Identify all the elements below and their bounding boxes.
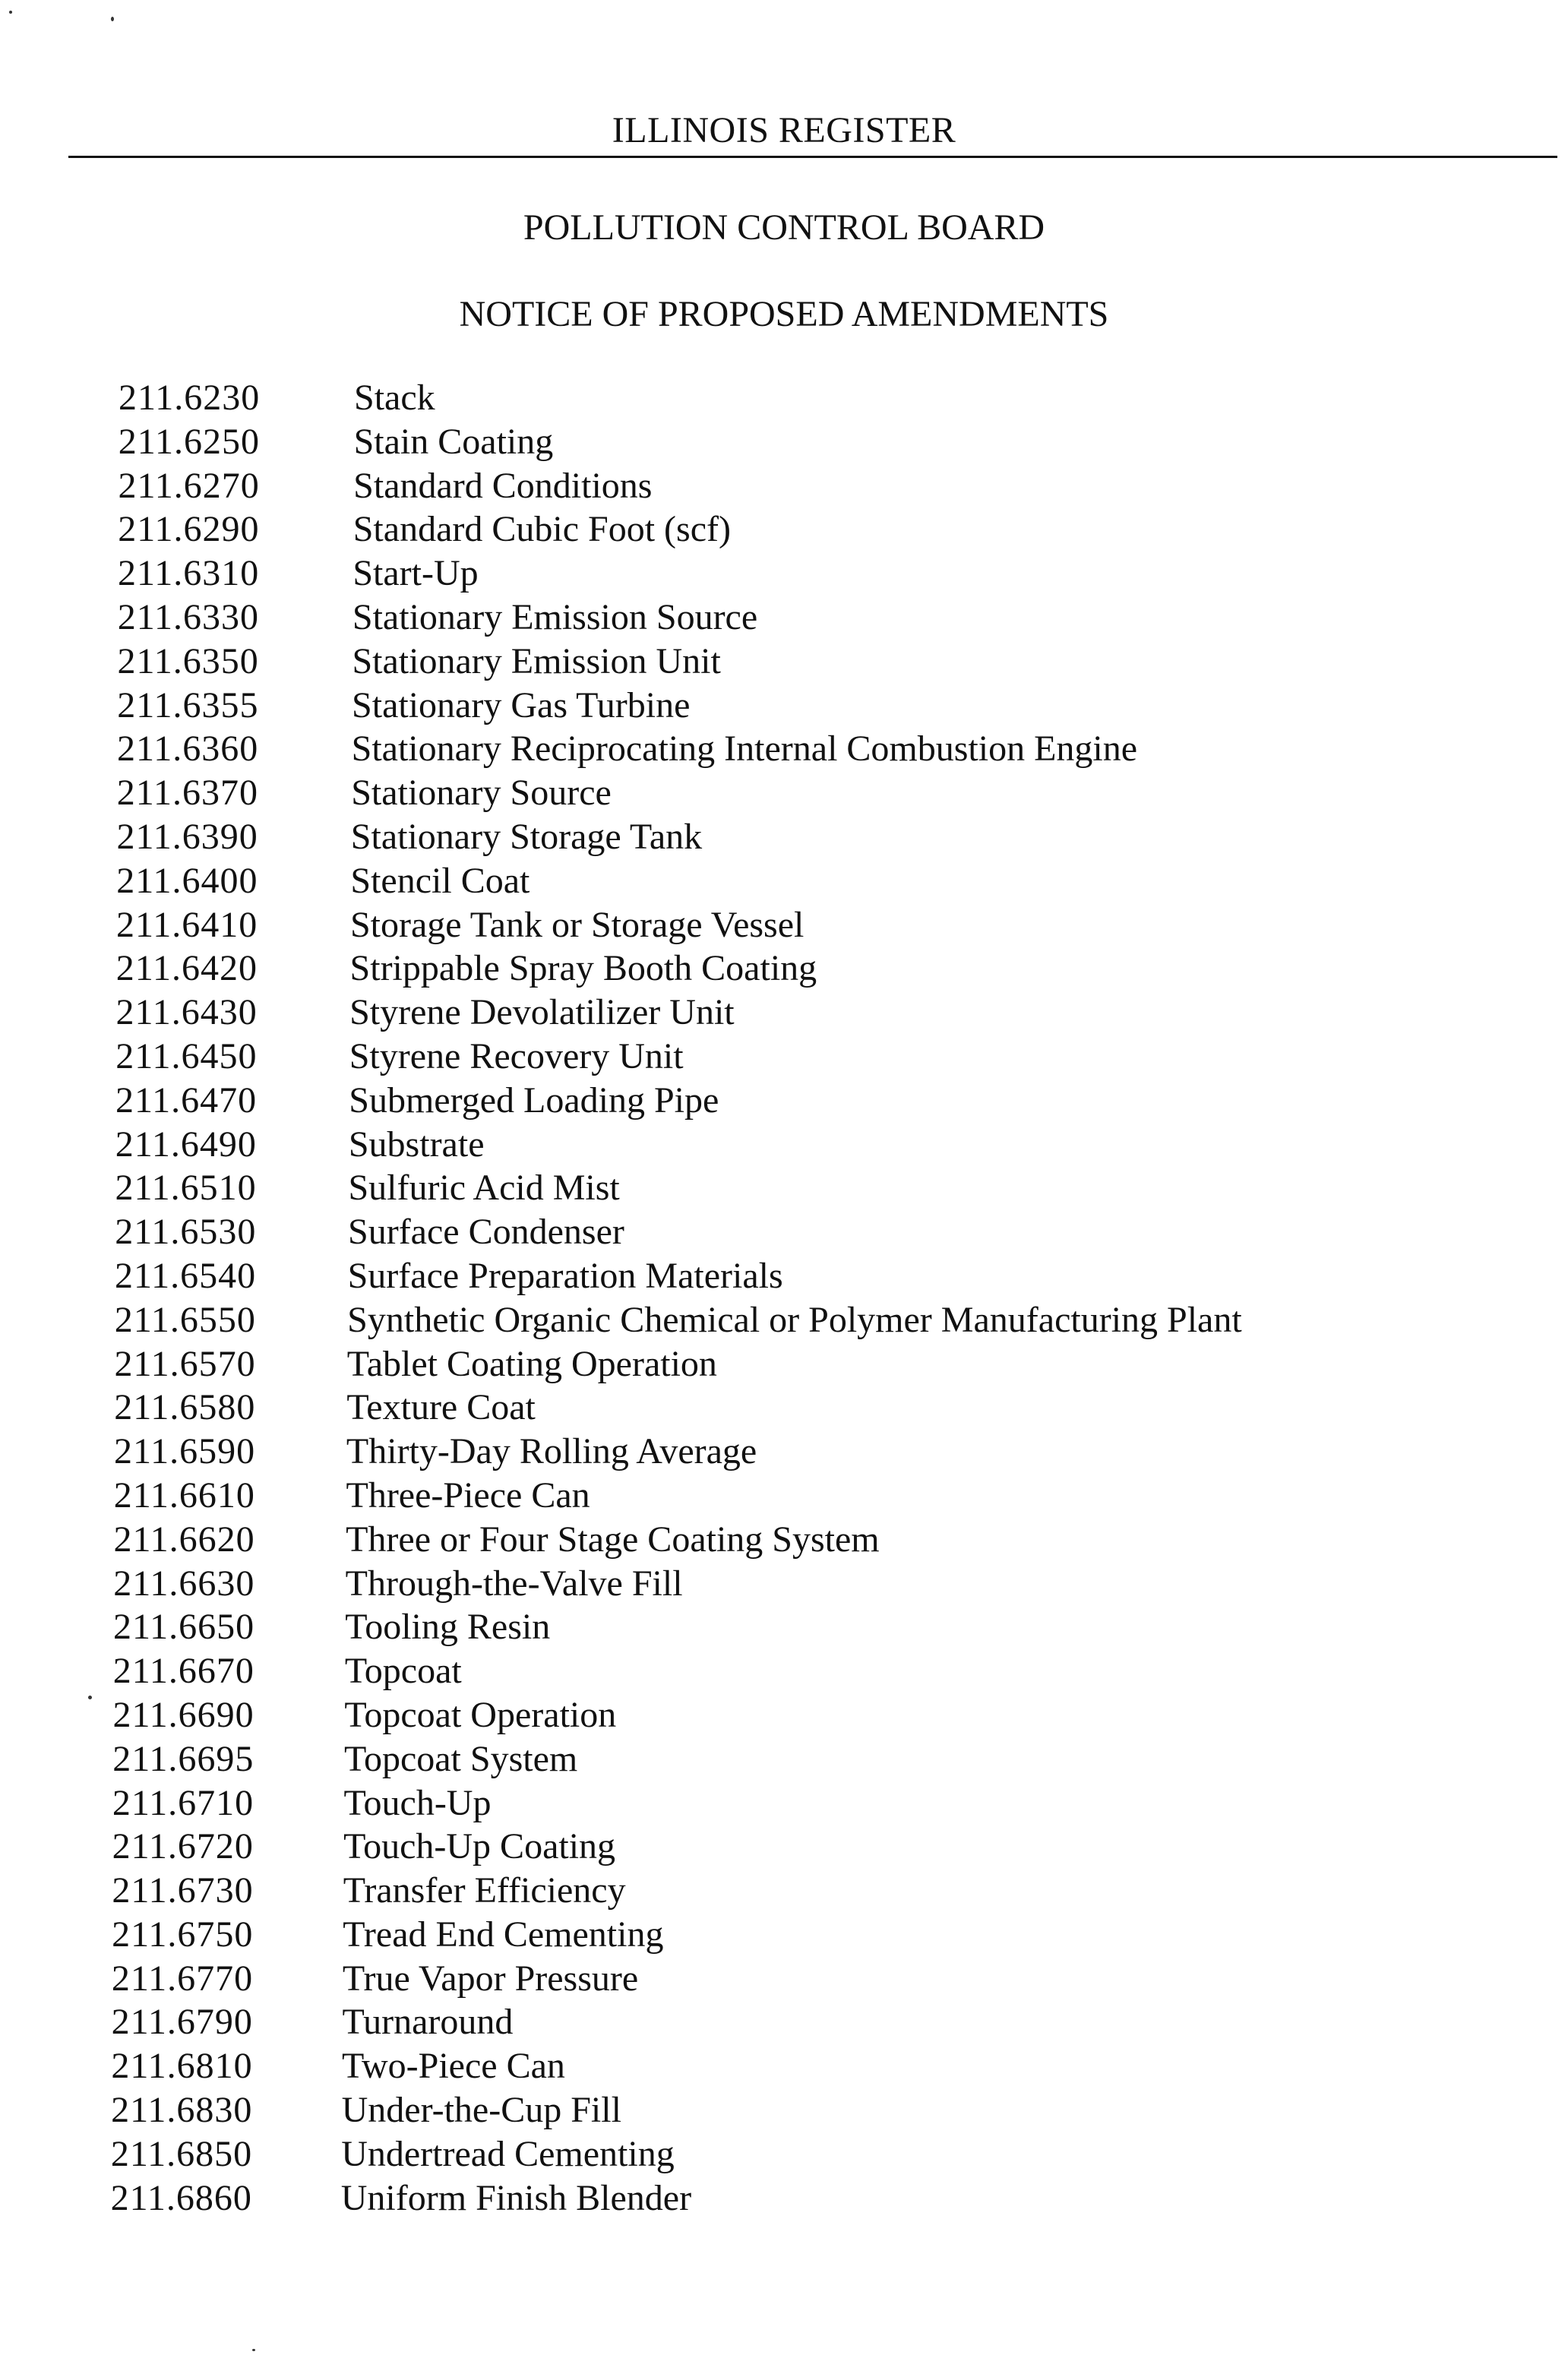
section-number: 211.6570	[114, 1343, 256, 1384]
section-number: 211.6650	[112, 1607, 255, 1648]
section-row	[0, 1738, 1568, 1785]
section-row	[0, 684, 1568, 732]
section-row	[0, 421, 1568, 468]
section-title: Standard Cubic Foot (scf)	[352, 509, 731, 550]
section-row	[0, 1170, 1568, 1214]
section-row	[0, 950, 1568, 994]
scan-speck	[111, 17, 114, 21]
section-row	[0, 1255, 1568, 1302]
section-number: 211.6810	[111, 2046, 253, 2087]
section-number: 211.6400	[116, 860, 258, 901]
section-title: Transfer Efficiency	[343, 1870, 626, 1911]
section-title: Thirty-Day Rolling Average	[346, 1431, 757, 1472]
section-title: Turnaround	[342, 2002, 514, 2043]
section-title: Two-Piece Can	[342, 2046, 565, 2087]
section-row	[0, 640, 1568, 687]
section-number: 211.6690	[112, 1694, 254, 1735]
section-number: 211.6450	[115, 1035, 258, 1076]
section-title: Three-Piece Can	[346, 1475, 590, 1516]
section-number: 211.6290	[118, 509, 260, 550]
section-title: Tread End Cementing	[343, 1914, 664, 1955]
section-title: Three or Four Stage Coating System	[346, 1519, 880, 1560]
section-title: Uniform Finish Blender	[340, 2177, 692, 2218]
section-number: 211.6730	[112, 1870, 254, 1911]
section-row	[0, 1389, 1568, 1433]
section-title: Under-the-Cup Fill	[341, 2090, 621, 2131]
section-row	[0, 775, 1568, 819]
section-number: 211.6310	[117, 553, 260, 594]
section-row	[0, 1519, 1568, 1566]
section-title: Stain Coating	[353, 421, 554, 462]
section-title: Through-the-Valve Fill	[345, 1563, 683, 1604]
section-title: True Vapor Pressure	[342, 1958, 639, 1999]
section-title: Stationary Emission Source	[352, 596, 758, 637]
section-row	[0, 1124, 1568, 1171]
section-number: 211.6410	[115, 904, 258, 945]
section-row	[0, 1079, 1568, 1127]
section-row	[0, 511, 1568, 555]
section-number: 211.6330	[117, 596, 259, 637]
section-number: 211.6620	[113, 1519, 255, 1560]
section-number: 211.6350	[117, 640, 259, 681]
section-title: Tooling Resin	[345, 1607, 551, 1648]
section-number: 211.6860	[110, 2177, 252, 2218]
section-row	[0, 1343, 1568, 1390]
section-title: Synthetic Organic Chemical or Polymer Manufacturing Plant	[347, 1299, 1242, 1340]
section-row	[0, 1870, 1568, 1917]
section-number: 211.6790	[111, 2002, 253, 2043]
section-row	[0, 2048, 1568, 2092]
section-number: 211.6370	[116, 773, 258, 814]
section-title: Stack	[354, 378, 435, 418]
section-row	[0, 555, 1568, 599]
section-number: 211.6390	[116, 816, 258, 857]
section-row	[0, 1475, 1568, 1522]
section-row	[0, 2177, 1568, 2224]
section-row	[0, 380, 1568, 424]
board-title: POLLUTION CONTROL BOARD	[523, 207, 1045, 248]
section-row	[0, 1299, 1568, 1346]
section-number: 211.6490	[115, 1124, 257, 1165]
section-title: Surface Preparation Materials	[347, 1255, 783, 1296]
section-title: Substrate	[348, 1124, 485, 1165]
section-row	[0, 1653, 1568, 1697]
section-number: 211.6550	[114, 1299, 256, 1340]
section-number: 211.6355	[117, 684, 259, 725]
section-number: 211.6750	[112, 1914, 254, 1955]
section-row	[0, 1826, 1568, 1873]
section-row	[0, 1782, 1568, 1829]
section-row	[0, 1694, 1568, 1741]
section-title: Undertread Cementing	[341, 2133, 675, 2174]
section-number: 211.6420	[115, 948, 258, 989]
section-row	[0, 1035, 1568, 1083]
section-title: Styrene Recovery Unit	[349, 1035, 684, 1076]
section-title: Start-Up	[352, 553, 479, 594]
section-row	[0, 2004, 1568, 2048]
section-title: Strippable Spray Booth Coating	[349, 948, 817, 989]
section-row	[0, 2092, 1568, 2136]
section-title: Stationary Emission Unit	[352, 640, 721, 681]
section-row	[0, 1433, 1568, 1478]
section-title: Submerged Loading Pipe	[349, 1079, 719, 1121]
section-title: Stationary Gas Turbine	[352, 684, 691, 725]
section-number: 211.6430	[115, 992, 258, 1033]
section-number: 211.6630	[113, 1563, 255, 1604]
section-title: Stationary Source	[351, 773, 612, 814]
section-number: 211.6695	[112, 1738, 254, 1779]
section-number: 211.6250	[118, 421, 260, 462]
section-row	[0, 1563, 1568, 1610]
section-title: Standard Conditions	[353, 465, 653, 506]
section-number: 211.6610	[113, 1475, 255, 1516]
section-title: Styrene Devolatilizer Unit	[349, 992, 735, 1033]
section-row	[0, 2133, 1568, 2180]
notice-title: NOTICE OF PROPOSED AMENDMENTS	[459, 294, 1109, 334]
section-row	[0, 860, 1568, 907]
section-number: 211.6770	[111, 1958, 254, 1999]
section-title: Storage Tank or Storage Vessel	[349, 904, 805, 945]
section-row	[0, 731, 1568, 775]
section-row	[0, 994, 1568, 1038]
section-title: Texture Coat	[346, 1387, 536, 1428]
section-number: 211.6470	[115, 1079, 258, 1121]
section-list	[0, 380, 1568, 2224]
section-number: 211.6710	[112, 1782, 254, 1823]
section-number: 211.6540	[114, 1255, 257, 1296]
section-title: Tablet Coating Operation	[346, 1343, 717, 1384]
section-row	[0, 596, 1568, 643]
scan-speck	[252, 2349, 255, 2351]
section-row	[0, 1914, 1568, 1961]
scan-speck	[9, 11, 12, 14]
section-number: 211.6590	[113, 1431, 256, 1472]
section-row	[0, 1609, 1568, 1653]
section-title: Topcoat Operation	[344, 1694, 617, 1735]
section-number: 211.6270	[118, 465, 260, 506]
section-number: 211.6580	[114, 1387, 256, 1428]
section-number: 211.6230	[119, 378, 261, 418]
header-divider	[68, 156, 1557, 158]
register-title: ILLINOIS REGISTER	[612, 110, 956, 150]
section-title: Touch-Up	[343, 1782, 492, 1823]
section-title: Touch-Up Coating	[343, 1826, 616, 1867]
section-number: 211.6850	[110, 2133, 253, 2174]
section-title: Stencil Coat	[350, 860, 530, 901]
section-title: Topcoat	[344, 1651, 462, 1692]
section-title: Stationary Storage Tank	[350, 816, 703, 857]
section-title: Stationary Reciprocating Internal Combustion Engine	[351, 729, 1138, 770]
section-row	[0, 904, 1568, 951]
section-number: 211.6530	[115, 1212, 257, 1253]
section-title: Surface Condenser	[348, 1212, 624, 1253]
section-row	[0, 816, 1568, 863]
section-number: 211.6360	[116, 729, 259, 770]
section-number: 211.6830	[111, 2090, 253, 2131]
section-number: 211.6720	[112, 1826, 254, 1867]
section-title: Sulfuric Acid Mist	[348, 1168, 620, 1209]
section-row	[0, 1958, 1568, 2005]
section-row	[0, 1214, 1568, 1258]
section-number: 211.6510	[115, 1168, 257, 1209]
section-title: Topcoat System	[343, 1738, 578, 1779]
section-number: 211.6670	[112, 1651, 254, 1692]
section-row	[0, 465, 1568, 512]
